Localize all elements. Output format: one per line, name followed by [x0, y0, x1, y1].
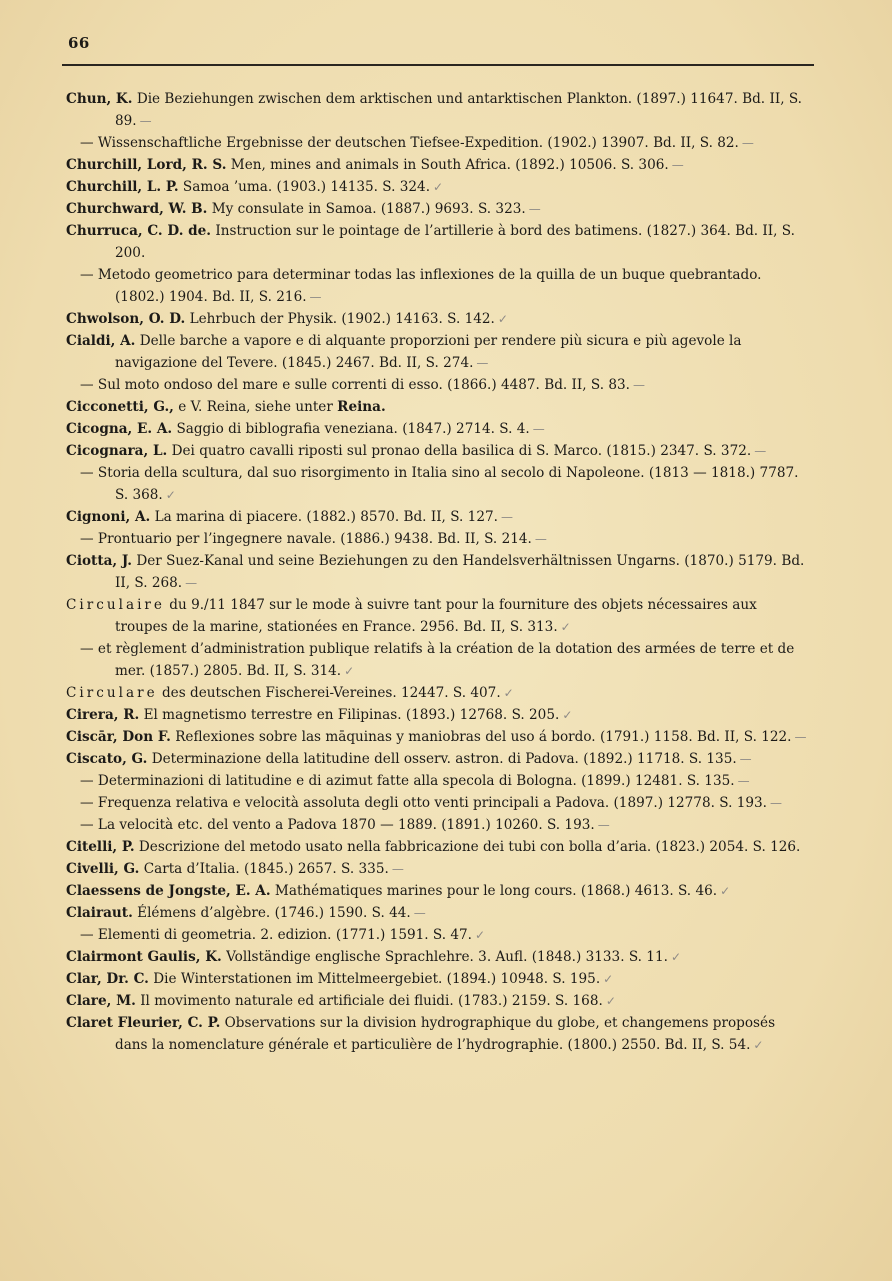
- entry-text: du 9./11 1847 sur le mode à suivre tant pour la fourniture des objets nécessaires aux troupes de la marine, stationées en France. 2956. Bd. II, S. 313.: [115, 597, 757, 635]
- bibliography-subentry: [66, 374, 811, 396]
- ditto-dash: —: [80, 817, 98, 833]
- entry-text: Die Winterstationen im Mittelmeergebiet. (1894.) 10948. S. 195.: [153, 971, 601, 987]
- entry-author: Cignoni, A.: [66, 509, 151, 525]
- bibliography-entry: [66, 220, 811, 264]
- bibliography-list: [66, 88, 811, 1056]
- entry-author: Clare, M.: [66, 993, 136, 1009]
- bibliography-entry: [66, 594, 811, 638]
- entry-text: Observations sur la division hydrographique du globe, et changemens proposés dans la nomenclature générale et particulière de l’hydrographie. (1800.) 2550. Bd. II, S. 54.: [115, 1015, 776, 1053]
- entry-text: Determinazioni di latitudine e di azimut fatte alla specola di Bologna. (1899.) 12481. S. 135.: [97, 773, 735, 789]
- entry-text: Prontuario per l’ingegnere navale. (1886.) 9438. Bd. II, S. 214.: [97, 531, 532, 547]
- handwritten-dash-icon: —: [737, 774, 750, 788]
- handwritten-dash-icon: —: [500, 510, 513, 524]
- ditto-dash: —: [80, 465, 98, 481]
- bibliography-entry: [66, 968, 811, 990]
- entry-text: La marina di piacere. (1882.) 8570. Bd. II, S. 127.: [154, 509, 498, 525]
- entry-author: Ciscār, Don F.: [66, 729, 171, 745]
- bibliography-entry: [66, 550, 811, 594]
- entry-author: Claessens de Jongste, E. A.: [66, 883, 271, 899]
- entry-cross-reference: Reina.: [337, 399, 386, 415]
- bibliography-entry: [66, 418, 811, 440]
- entry-author: Churchill, Lord, R. S.: [66, 157, 227, 173]
- entry-text: Metodo geometrico para determinar todas las inflexiones de la quilla de un buque quebrantado. (1802.) 1904. Bd. II, S. 216.: [97, 267, 762, 305]
- entry-author: Chwolson, O. D.: [66, 311, 186, 327]
- bibliography-subentry: [66, 924, 811, 946]
- entry-text: Men, mines and animals in South Africa. (1892.) 10506. S. 306.: [230, 157, 669, 173]
- entry-text: Lehrbuch der Physik. (1902.) 14163. S. 142.: [189, 311, 495, 327]
- bibliography-subentry: [66, 814, 811, 836]
- ditto-dash: —: [80, 377, 98, 393]
- entry-text: Delle barche a vapore e di alquante proporzioni per rendere più sicura e più agevole la navigazione del Tevere. (1845.) 2467. Bd. II, S. 274.: [115, 333, 742, 371]
- bibliography-subentry: [66, 462, 811, 506]
- entry-author: Churchward, W. B.: [66, 201, 208, 217]
- entry-text: Vollständige englische Sprachlehre. 3. Aufl. (1848.) 3133. S. 11.: [226, 949, 668, 965]
- entry-author: Cialdi, A.: [66, 333, 136, 349]
- bibliography-entry: [66, 1012, 811, 1056]
- entry-text: Wissenschaftliche Ergebnisse der deutschen Tiefsee-Expedition. (1902.) 13907. Bd. II, S. 82.: [97, 135, 739, 151]
- entry-author: Claret Fleurier, C. P.: [66, 1015, 221, 1031]
- ditto-dash: —: [80, 135, 98, 151]
- entry-author: Cicogna, E. A.: [66, 421, 173, 437]
- entry-text: Determinazione della latitudine dell osserv. astron. di Padova. (1892.) 11718. S. 135.: [151, 751, 737, 767]
- entry-text: Frequenza relativa e velocità assoluta degli otto venti principali a Padova. (1897.) 12778. S. 193.: [97, 795, 767, 811]
- entry-text: Mathématiques marines pour le long cours. (1868.) 4613. S. 46.: [274, 883, 718, 899]
- entry-author: Clairmont Gaulis, K.: [66, 949, 222, 965]
- handwritten-check-icon: ✓: [433, 180, 444, 194]
- handwritten-dash-icon: —: [741, 136, 754, 150]
- bibliography-subentry: [66, 264, 811, 308]
- bibliography-entry: [66, 154, 811, 176]
- bibliography-entry: [66, 330, 811, 374]
- bibliography-entry: [66, 880, 811, 902]
- entry-text: des deutschen Fischerei-Vereines. 12447. S. 407.: [161, 685, 501, 701]
- bibliography-subentry: [66, 638, 811, 682]
- bibliography-entry: [66, 308, 811, 330]
- entry-text: La velocità etc. del vento a Padova 1870 — 1889. (1891.) 10260. S. 193.: [97, 817, 595, 833]
- bibliography-entry: [66, 990, 811, 1012]
- entry-author: Churruca, C. D. de.: [66, 223, 212, 239]
- bibliography-entry: [66, 836, 811, 858]
- entry-author: Cirera, R.: [66, 707, 140, 723]
- entry-text: et règlement d’administration publique relatifs à la création de la dotation des armées de terre et de mer. (1857.) 2805. Bd. II, S. 314.: [97, 641, 795, 679]
- handwritten-dash-icon: —: [739, 752, 752, 766]
- handwritten-check-icon: ✓: [603, 972, 614, 986]
- entry-text: My consulate in Samoa. (1887.) 9693. S. 323.: [211, 201, 526, 217]
- ditto-dash: —: [80, 927, 98, 943]
- ditto-dash: —: [80, 795, 98, 811]
- entry-text: Saggio di biblografia veneziana. (1847.) 2714. S. 4.: [176, 421, 530, 437]
- handwritten-check-icon: ✓: [165, 488, 176, 502]
- handwritten-dash-icon: —: [185, 576, 198, 590]
- bibliography-entry: [66, 682, 811, 704]
- bibliography-entry: [66, 902, 811, 924]
- bibliography-entry: [66, 506, 811, 528]
- entry-text: Samoa ’uma. (1903.) 14135. S. 324.: [182, 179, 431, 195]
- handwritten-dash-icon: —: [532, 422, 545, 436]
- handwritten-dash-icon: —: [671, 158, 684, 172]
- page-number: 66: [68, 34, 90, 52]
- handwritten-check-icon: ✓: [605, 994, 616, 1008]
- handwritten-dash-icon: —: [769, 796, 782, 810]
- entry-text: Der Suez-Kanal und seine Beziehungen zu den Handelsverhältnissen Ungarns. (1870.) 5179. Bd. II, S. 268.: [115, 553, 805, 591]
- entry-text: Descrizione del metodo usato nella fabbricazione dei tubi con bolla d’aria. (1823.) 2054. S. 126.: [138, 839, 801, 855]
- entry-text: Reflexiones sobre las māquinas y maniobras del uso á bordo. (1791.) 1158. Bd. II, S. 122.: [175, 729, 792, 745]
- handwritten-check-icon: ✓: [344, 664, 355, 678]
- handwritten-check-icon: ✓: [475, 928, 486, 942]
- entry-author: Civelli, G.: [66, 861, 140, 877]
- handwritten-dash-icon: —: [413, 906, 426, 920]
- entry-author: Churchill, L. P.: [66, 179, 179, 195]
- handwritten-dash-icon: —: [534, 532, 547, 546]
- handwritten-dash-icon: —: [633, 378, 646, 392]
- handwritten-check-icon: ✓: [497, 312, 508, 326]
- bibliography-subentry: [66, 528, 811, 550]
- bibliography-subentry: [66, 132, 811, 154]
- entry-author: Cicognara, L.: [66, 443, 168, 459]
- entry-text: Dei quatro cavalli riposti sul pronao della basilica di S. Marco. (1815.) 2347. S. 372.: [171, 443, 752, 459]
- entry-author: Chun, K.: [66, 91, 133, 107]
- entry-text: El magnetismo terrestre en Filipinas. (1893.) 12768. S. 205.: [143, 707, 560, 723]
- bibliography-entry: [66, 88, 811, 132]
- handwritten-dash-icon: —: [528, 202, 541, 216]
- bibliography-entry: [66, 396, 811, 418]
- handwritten-dash-icon: —: [476, 356, 489, 370]
- handwritten-check-icon: ✓: [503, 686, 514, 700]
- handwritten-dash-icon: —: [754, 444, 767, 458]
- entry-author: Citelli, P.: [66, 839, 135, 855]
- entry-text: Élémens d’algèbre. (1746.) 1590. S. 44.: [137, 905, 411, 921]
- handwritten-check-icon: ✓: [670, 950, 681, 964]
- header-rule: [62, 64, 814, 66]
- entry-text: Storia della scultura, dal suo risorgimento in Italia sino al secolo di Napoleone. (1813 — 1818.) 7787. S. 368.: [97, 465, 799, 503]
- entry-text: Sul moto ondoso del mare e sulle correnti di esso. (1866.) 4487. Bd. II, S. 83.: [97, 377, 631, 393]
- entry-author: Clairaut.: [66, 905, 133, 921]
- entry-text: Elementi di geometria. 2. edizion. (1771.) 1591. S. 47.: [97, 927, 472, 943]
- handwritten-check-icon: ✓: [720, 884, 731, 898]
- entry-author: Ciotta, J.: [66, 553, 132, 569]
- entry-author: Cicconetti, G.,: [66, 399, 174, 415]
- handwritten-dash-icon: —: [391, 862, 404, 876]
- bibliography-subentry: [66, 792, 811, 814]
- entry-author: Clar, Dr. C.: [66, 971, 149, 987]
- handwritten-check-icon: ✓: [753, 1038, 764, 1052]
- bibliography-entry: [66, 946, 811, 968]
- handwritten-check-icon: ✓: [560, 620, 571, 634]
- entry-heading-word: Circulare: [66, 685, 158, 701]
- ditto-dash: —: [80, 641, 98, 657]
- handwritten-dash-icon: —: [309, 290, 322, 304]
- bibliography-entry: [66, 198, 811, 220]
- bibliography-subentry: [66, 770, 811, 792]
- bibliography-entry: [66, 176, 811, 198]
- bibliography-entry: [66, 726, 811, 748]
- ditto-dash: —: [80, 531, 98, 547]
- entry-text: Il movimento naturale ed artificiale dei fluidi. (1783.) 2159. S. 168.: [140, 993, 603, 1009]
- handwritten-check-icon: ✓: [562, 708, 573, 722]
- bibliography-entry: [66, 440, 811, 462]
- ditto-dash: —: [80, 267, 98, 283]
- entry-text: e V. Reina, siehe unter: [178, 399, 333, 415]
- entry-heading-word: Circulaire: [66, 597, 165, 613]
- bibliography-entry: [66, 858, 811, 880]
- entry-text: Die Beziehungen zwischen dem arktischen und antarktischen Plankton. (1897.) 11647. Bd. II, S. 89.: [115, 91, 802, 129]
- bibliography-entry: [66, 704, 811, 726]
- entry-author: Ciscato, G.: [66, 751, 148, 767]
- entry-text: Carta d’Italia. (1845.) 2657. S. 335.: [143, 861, 389, 877]
- entry-text: Instruction sur le pointage de l’artillerie à bord des batimens. (1827.) 364. Bd. II, S. 200.: [115, 223, 795, 261]
- handwritten-dash-icon: —: [139, 114, 152, 128]
- handwritten-dash-icon: —: [794, 730, 807, 744]
- ditto-dash: —: [80, 773, 98, 789]
- handwritten-dash-icon: —: [597, 818, 610, 832]
- bibliography-entry: [66, 748, 811, 770]
